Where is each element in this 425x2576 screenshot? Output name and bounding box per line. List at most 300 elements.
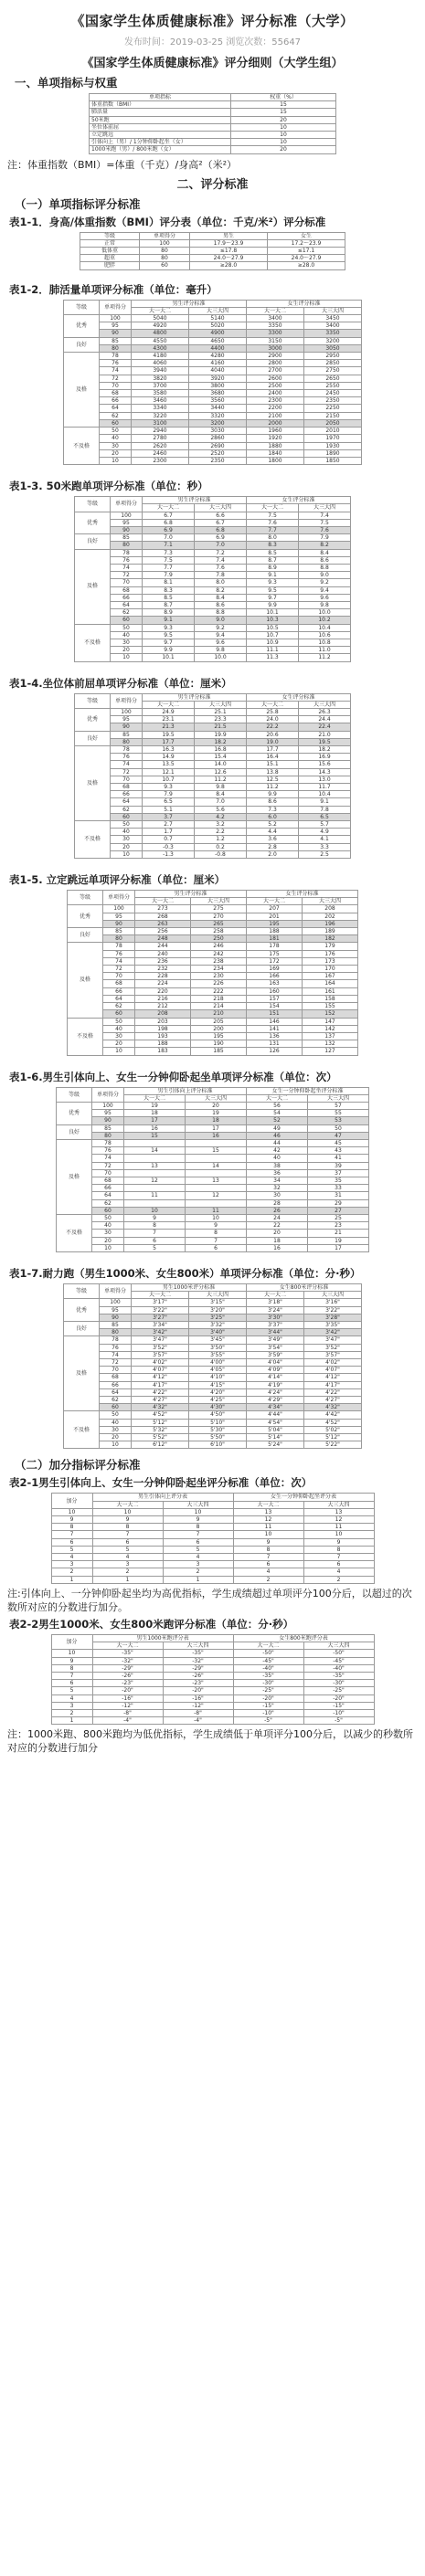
table-row: [64, 390, 362, 397]
table-cell: 3.7: [143, 813, 195, 820]
table-cell: 3'57": [304, 1351, 362, 1358]
table-cell: 3'30": [247, 1314, 304, 1321]
table-row: [68, 935, 358, 943]
table-cell: 16.3: [143, 746, 195, 754]
table-cell: 62: [111, 609, 143, 617]
table-cell: 3'15": [189, 1299, 247, 1306]
table-cell: 4900: [189, 330, 247, 337]
table-cell: 17: [124, 1117, 186, 1124]
table-cell: 9.3: [143, 624, 195, 631]
level-cell: 良好: [64, 337, 100, 352]
table-row: [64, 1359, 362, 1367]
table-cell: 50: [111, 821, 143, 829]
vc-table: [63, 300, 362, 465]
table-cell: -10": [233, 1709, 303, 1716]
table-cell: 10.0: [195, 654, 247, 661]
table-row: [51, 1702, 374, 1709]
table-cell: 68: [92, 1177, 124, 1184]
table-cell: 1930: [304, 442, 362, 449]
table-cell: 76: [111, 556, 143, 564]
table-cell: 195: [247, 920, 303, 927]
column-subheader: 大三大四: [303, 898, 358, 905]
level-cell: 不及格: [75, 624, 111, 661]
lj-table: [67, 890, 358, 1055]
table-cell: 76: [103, 950, 135, 957]
column-header: 等级: [75, 693, 111, 708]
table-cell: 1: [51, 1576, 92, 1583]
table-row: [68, 928, 358, 935]
table-cell: 3'28": [304, 1314, 362, 1321]
table-cell: 21: [308, 1230, 369, 1237]
table-cell: 1000米跑（男）/ 800米跑（女）: [90, 146, 231, 153]
table-cell: 5: [163, 1546, 233, 1553]
table-subheader-row: [51, 1501, 374, 1508]
table-cell: 2850: [304, 360, 362, 367]
table-cell: 53: [308, 1117, 369, 1124]
table-cell: -0.3: [143, 843, 195, 850]
table-cell: 8: [186, 1230, 247, 1237]
table-cell: 3.3: [299, 843, 351, 850]
table-cell: 3'20": [189, 1306, 247, 1314]
table-row: [64, 1329, 362, 1336]
table-cell: 54: [247, 1110, 308, 1117]
table-cell: 2700: [247, 367, 304, 375]
table-cell: 10.1: [143, 654, 195, 661]
table-cell: 74: [111, 564, 143, 571]
table-cell: 10: [51, 1508, 92, 1515]
column-subheader: 大三大四: [304, 307, 362, 314]
bmi-note: 注：体重指数（BMI）=体重（千克）/身高²（米²）: [7, 158, 238, 171]
table-cell: 9.7: [143, 639, 195, 646]
table-cell: 10: [92, 1244, 124, 1251]
table-cell: 80: [140, 248, 190, 255]
table-cell: 4550: [132, 337, 189, 344]
table-cell: [186, 1185, 247, 1192]
table-cell: 4.1: [299, 836, 351, 843]
table-cell: 正常: [80, 239, 140, 247]
table-row: [68, 966, 358, 973]
table-cell: 74: [100, 367, 132, 375]
table-row: [68, 943, 358, 950]
table-cell: 3'34": [132, 1322, 189, 1329]
table-row: [51, 1546, 374, 1553]
table-cell: 4'52": [132, 1411, 189, 1419]
table-row: [68, 913, 358, 920]
table-row: [75, 512, 351, 519]
column-subheader: 大三大四: [163, 1501, 233, 1508]
table-cell: 4'09": [247, 1367, 304, 1374]
table-row: [75, 768, 351, 776]
table-row: [57, 1132, 369, 1139]
table-cell: 16: [247, 1244, 308, 1251]
table-cell: 2780: [132, 435, 189, 442]
table-cell: 246: [191, 943, 247, 950]
table-cell: 8: [233, 1546, 303, 1553]
table-row: [57, 1207, 369, 1214]
table-row: [64, 419, 362, 427]
table-cell: 24.0～27.9: [190, 255, 268, 262]
table-row: [90, 109, 336, 116]
table-cell: 95: [100, 322, 132, 330]
bonus-pull-up-table-wrap: [7, 1493, 418, 1583]
table-cell: 212: [135, 1003, 191, 1010]
table-cell: 4'24": [247, 1388, 304, 1396]
table-row: [75, 731, 351, 738]
table-cell: 68: [111, 586, 143, 594]
table-cell: 8: [303, 1546, 374, 1553]
table-cell: 50: [100, 1411, 132, 1419]
table-row: [68, 1040, 358, 1048]
table-cell: 248: [135, 935, 191, 943]
table-cell: 4: [303, 1568, 374, 1576]
table-cell: 228: [135, 973, 191, 980]
long-jump-table-wrap: [7, 890, 418, 1055]
column-header: 单项得分: [92, 1087, 124, 1102]
table-cell: 2940: [132, 428, 189, 435]
table-cell: 4'27": [304, 1397, 362, 1404]
table-cell: 30: [111, 836, 143, 843]
table-cell: 198: [135, 1025, 191, 1032]
table-row: [51, 1538, 374, 1546]
table-cell: 7.8: [299, 806, 351, 813]
table-cell: -50": [233, 1650, 303, 1657]
table-cell: 40: [247, 1155, 308, 1162]
table-cell: -8": [163, 1709, 233, 1716]
table-cell: 226: [191, 980, 247, 987]
pu-table: [56, 1087, 369, 1252]
table-cell: 66: [111, 594, 143, 601]
table-row: [57, 1222, 369, 1230]
table-row: [64, 1381, 362, 1388]
table-row: [64, 428, 362, 435]
table-row: [64, 1351, 362, 1358]
table-cell: 137: [303, 1032, 358, 1040]
table-cell: -4": [92, 1717, 163, 1725]
table-cell: 270: [191, 913, 247, 920]
table-cell: 161: [303, 987, 358, 995]
caption-long-jump: 表1-5. 立定跳远单项评分标准（单位：厘米）: [9, 873, 226, 887]
table-cell: 8.7: [143, 601, 195, 608]
table-cell: 1.7: [143, 829, 195, 836]
table-cell: 9: [186, 1222, 247, 1230]
table-cell: 13.8: [247, 768, 299, 776]
table-cell: 188: [247, 928, 303, 935]
table-cell: 2460: [132, 449, 189, 457]
table-cell: 4300: [132, 344, 189, 352]
table-cell: 14: [124, 1147, 186, 1155]
table-cell: 20: [100, 449, 132, 457]
level-cell: 优秀: [64, 315, 100, 338]
table-cell: 70: [103, 973, 135, 980]
table-cell: 4'20": [189, 1388, 247, 1396]
table-cell: 9.0: [299, 572, 351, 579]
level-cell: 及格: [57, 1139, 92, 1214]
table-cell: 80: [140, 255, 190, 262]
table-cell: 24.9: [143, 708, 195, 715]
table-cell: 4.4: [247, 829, 299, 836]
table-row: [57, 1185, 369, 1192]
table-cell: 2690: [189, 442, 247, 449]
table-cell: 80: [100, 1329, 132, 1336]
table-cell: 20: [92, 1237, 124, 1244]
table-cell: 230: [191, 973, 247, 980]
table-cell: 4'54": [247, 1419, 304, 1426]
table-row: [75, 526, 351, 533]
table-cell: 6: [51, 1680, 92, 1687]
note-bonus-run: 注：1000米跑、800米跑均为低优指标，学生成绩低于单项评分100分后，以减少的秒数所对应的分数进行加分: [7, 1728, 413, 1755]
table-cell: 2000: [247, 419, 304, 427]
table-cell: 193: [135, 1032, 191, 1040]
table-cell: 72: [100, 375, 132, 382]
table-cell: 30: [247, 1192, 308, 1199]
table-row: [64, 1344, 362, 1351]
table-cell: 10.8: [299, 639, 351, 646]
table-cell: [186, 1169, 247, 1177]
table-row: [75, 654, 351, 661]
table-cell: 10: [233, 1531, 303, 1538]
table-cell: -25": [233, 1687, 303, 1694]
table-row: [64, 360, 362, 367]
table-cell: 232: [135, 966, 191, 973]
column-header: 等级: [75, 497, 111, 512]
table-row: [57, 1214, 369, 1221]
table-cell: 20: [111, 843, 143, 850]
table-cell: 3'32": [189, 1322, 247, 1329]
table-cell: 3'18": [247, 1299, 304, 1306]
table-cell: 10: [92, 1508, 163, 1515]
table-cell: 2400: [247, 390, 304, 397]
table-cell: 3580: [132, 390, 189, 397]
table-header-row: [75, 693, 351, 701]
table-cell: 126: [247, 1048, 303, 1055]
table-cell: [124, 1139, 186, 1146]
table-cell: 3'24": [247, 1306, 304, 1314]
table-header-row: [64, 300, 362, 307]
table-cell: -20": [303, 1694, 374, 1702]
level-cell: 优秀: [75, 708, 111, 731]
table-cell: 263: [135, 920, 191, 927]
table-cell: 21.5: [195, 723, 247, 731]
table-cell: 20: [231, 146, 336, 153]
table-cell: 4'25": [189, 1397, 247, 1404]
table-cell: 19.5: [299, 738, 351, 745]
table-cell: 60: [111, 617, 143, 624]
table-cell: 85: [103, 928, 135, 935]
table-row: [64, 1314, 362, 1321]
table-cell: 244: [135, 943, 191, 950]
table-cell: 141: [247, 1025, 303, 1032]
table-row: [57, 1169, 369, 1177]
table-cell: -12": [92, 1702, 163, 1709]
table-cell: 8: [163, 1524, 233, 1531]
table-row: [57, 1102, 369, 1109]
table-cell: 80: [103, 935, 135, 943]
table-row: [64, 1322, 362, 1329]
table-cell: 90: [100, 1314, 132, 1321]
table-cell: 185: [191, 1048, 247, 1055]
table-cell: -0.8: [195, 850, 247, 858]
table-cell: 167: [303, 973, 358, 980]
table-cell: 3'47": [132, 1336, 189, 1344]
table-cell: 100: [111, 512, 143, 519]
table-cell: 体重指数（BMI）: [90, 101, 231, 109]
table-header-row: [51, 1494, 374, 1501]
table-row: [75, 564, 351, 571]
table-cell: 3350: [247, 322, 304, 330]
level-cell: 不及格: [64, 428, 100, 465]
table-cell: 169: [247, 966, 303, 973]
table-row: [51, 1657, 374, 1664]
table-cell: 74: [100, 1351, 132, 1358]
table-cell: 1840: [247, 449, 304, 457]
table-cell: [124, 1185, 186, 1192]
table-cell: 80: [111, 738, 143, 745]
table-cell: 7.9: [143, 791, 195, 798]
table-cell: 低体重: [80, 248, 140, 255]
table-cell: 5.1: [143, 806, 195, 813]
column-subheader: 大三大四: [299, 504, 351, 512]
table-cell: 3'40": [189, 1329, 247, 1336]
table-cell: 4.2: [195, 813, 247, 820]
column-subheader: 大一大二: [247, 1094, 308, 1102]
table-cell: 3030: [189, 428, 247, 435]
column-header: 男生1000米评分标准: [132, 1283, 247, 1291]
table-cell: 11.1: [247, 647, 299, 654]
table-cell: 258: [191, 928, 247, 935]
column-subheader: 大三大四: [189, 1292, 247, 1299]
table-cell: 9: [303, 1538, 374, 1546]
table-cell: 6: [186, 1244, 247, 1251]
level-cell: 不及格: [64, 1411, 100, 1449]
table-cell: 15.1: [247, 761, 299, 768]
table-cell: 8: [51, 1524, 92, 1531]
table-cell: 8.8: [195, 609, 247, 617]
column-header: 男生评分标准: [143, 693, 247, 701]
table-row: [68, 973, 358, 980]
table-cell: 50: [308, 1124, 369, 1132]
table-cell: 62: [100, 1397, 132, 1404]
table-row: [75, 609, 351, 617]
table-cell: 146: [247, 1018, 303, 1025]
table-cell: 2.2: [195, 829, 247, 836]
table-cell: 3940: [132, 367, 189, 375]
table-row: [90, 146, 336, 153]
table-cell: 19.5: [143, 731, 195, 738]
table-cell: 142: [303, 1025, 358, 1032]
table-cell: 3'49": [247, 1336, 304, 1344]
table-cell: 50: [100, 428, 132, 435]
end-table: [63, 1283, 362, 1449]
column-header: 女生: [268, 232, 345, 239]
table-row: [64, 344, 362, 352]
table-cell: 4: [233, 1568, 303, 1576]
table-cell: 9: [124, 1214, 186, 1221]
table-cell: -32": [163, 1657, 233, 1664]
column-subheader: 大一大二: [247, 1292, 304, 1299]
table-cell: 7: [303, 1554, 374, 1561]
table-row: [80, 239, 345, 247]
table-cell: -25": [303, 1687, 374, 1694]
table-cell: 9: [233, 1538, 303, 1546]
table-cell: 4'19": [247, 1381, 304, 1388]
table-cell: 207: [247, 905, 303, 913]
table-cell: 16.4: [247, 754, 299, 761]
table-cell: 7.1: [143, 542, 195, 549]
table-cell: 3'47": [304, 1336, 362, 1344]
table-row: [64, 412, 362, 419]
table-cell: 60: [100, 419, 132, 427]
table-cell: 2550: [304, 382, 362, 389]
table-cell: 13: [186, 1177, 247, 1184]
table-row: [68, 980, 358, 987]
table-cell: 18.2: [299, 746, 351, 754]
table-cell: 195: [191, 1032, 247, 1040]
table-cell: 11.2: [195, 776, 247, 783]
table-cell: 21.3: [143, 723, 195, 731]
table-cell: 2300: [132, 457, 189, 464]
table-cell: 3150: [247, 337, 304, 344]
table-cell: 76: [100, 360, 132, 367]
table-cell: -16": [163, 1694, 233, 1702]
table-cell: 6: [92, 1538, 163, 1546]
table-cell: 9.2: [195, 624, 247, 631]
table-cell: 9.5: [247, 586, 299, 594]
table-cell: 44: [247, 1139, 308, 1146]
table-cell: 7.5: [299, 519, 351, 526]
table-row: [75, 601, 351, 608]
table-cell: 1800: [247, 457, 304, 464]
table-cell: 10: [51, 1650, 92, 1657]
table-cell: 70: [111, 776, 143, 783]
column-header: 等级: [68, 891, 103, 905]
table-cell: 95: [100, 1306, 132, 1314]
table-cell: 8.3: [247, 542, 299, 549]
table-row: [57, 1110, 369, 1117]
table-cell: 3'27": [132, 1314, 189, 1321]
table-cell: 90: [111, 526, 143, 533]
column-header: 等级: [64, 1283, 100, 1298]
table-cell: 9.1: [247, 572, 299, 579]
table-cell: 38: [247, 1162, 308, 1169]
table-cell: 10: [231, 132, 336, 139]
table-cell: 3320: [189, 412, 247, 419]
column-subheader: 大一大二: [233, 1642, 303, 1650]
table-row: [68, 950, 358, 957]
column-header: 单项得分: [100, 1283, 132, 1298]
table-row: [51, 1709, 374, 1716]
table-cell: 7.6: [247, 519, 299, 526]
table-cell: 170: [303, 966, 358, 973]
table-cell: 3000: [247, 344, 304, 352]
table-cell: 17: [186, 1124, 247, 1132]
table-cell: 8: [92, 1524, 163, 1531]
table-cell: -15": [233, 1702, 303, 1709]
table-cell: 85: [100, 1322, 132, 1329]
table-cell: 4920: [132, 322, 189, 330]
table-row: [75, 723, 351, 731]
table-cell: 5'14": [247, 1434, 304, 1441]
table-cell: 4'02": [304, 1359, 362, 1367]
table-cell: 5'32": [132, 1426, 189, 1433]
table-cell: 2300: [247, 397, 304, 405]
table-cell: 27: [308, 1207, 369, 1214]
table-cell: 18: [124, 1110, 186, 1117]
section-heading-bonus: （二）加分指标评分标准: [15, 1458, 141, 1473]
table-cell: 5040: [132, 315, 189, 322]
table-row: [57, 1155, 369, 1162]
table-cell: 196: [303, 920, 358, 927]
table-cell: 9.4: [195, 631, 247, 639]
